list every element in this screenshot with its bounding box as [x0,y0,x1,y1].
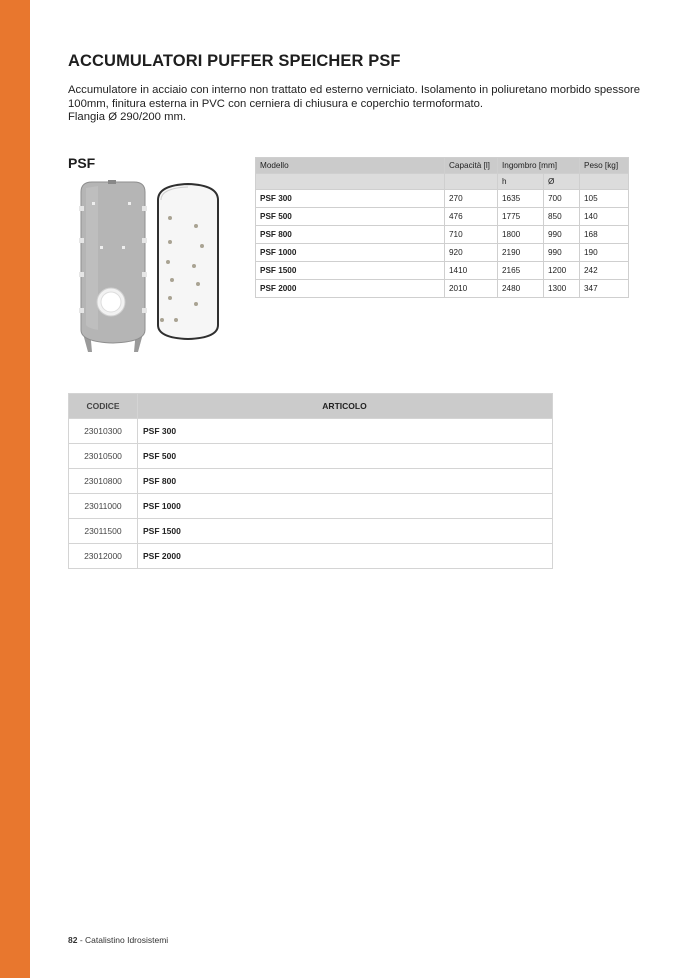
product-images [78,180,248,355]
footer-text: - Catalistino Idrosistemi [79,935,169,945]
page-number: 82 [68,935,78,945]
table-row: 23012000 PSF 2000 [69,544,553,569]
table-row: 23011000 PSF 1000 [69,494,553,519]
tank-steel-icon [79,180,147,352]
section-label: PSF [68,155,96,171]
table-row: PSF 500 476 1775 850 140 [256,208,629,226]
code-table [68,393,553,569]
header-model: Modello [256,158,445,174]
header-height: h [498,174,544,190]
table-row: 23010500 PSF 500 [69,444,553,469]
spec-header-row [256,158,629,174]
header-article: ARTICOLO [138,394,553,419]
table-row: 23011500 PSF 1500 [69,519,553,544]
spec-table [255,157,629,298]
header-weight: Peso [kg] [580,158,629,174]
orange-sidebar-band [0,0,30,978]
table-row: 23010800 PSF 800 [69,469,553,494]
description-line: 100mm, finitura esterna in PVC con cerniera di chiusura e coperchio termoformato. [68,97,484,110]
tank-insulated-icon [158,184,218,339]
table-row: PSF 2000 2010 2480 1300 347 [256,280,629,298]
table-row: 23010300 PSF 300 [69,419,553,444]
page-title: ACCUMULATORI PUFFER SPEICHER PSF [68,52,401,70]
table-row: PSF 1500 1410 2165 1200 242 [256,262,629,280]
table-row: PSF 300 270 1635 700 105 [256,190,629,208]
page-footer [68,935,168,945]
table-row: PSF 800 710 1800 990 168 [256,226,629,244]
header-capacity: Capacità [l] [445,158,498,174]
header-size: Ingombro [mm] [498,158,580,174]
description-line: Flangia Ø 290/200 mm. [68,111,187,124]
code-header-row [69,394,553,419]
header-code: CODICE [69,394,138,419]
header-diameter: Ø [544,174,580,190]
description-line: Accumulatore in acciaio con interno non trattato ed esterno verniciato. Isolamento in poliuretano morbido spessore [68,84,641,96]
table-row: PSF 1000 920 2190 990 190 [256,244,629,262]
product-description [68,84,643,125]
spec-subheader-row [256,174,629,190]
